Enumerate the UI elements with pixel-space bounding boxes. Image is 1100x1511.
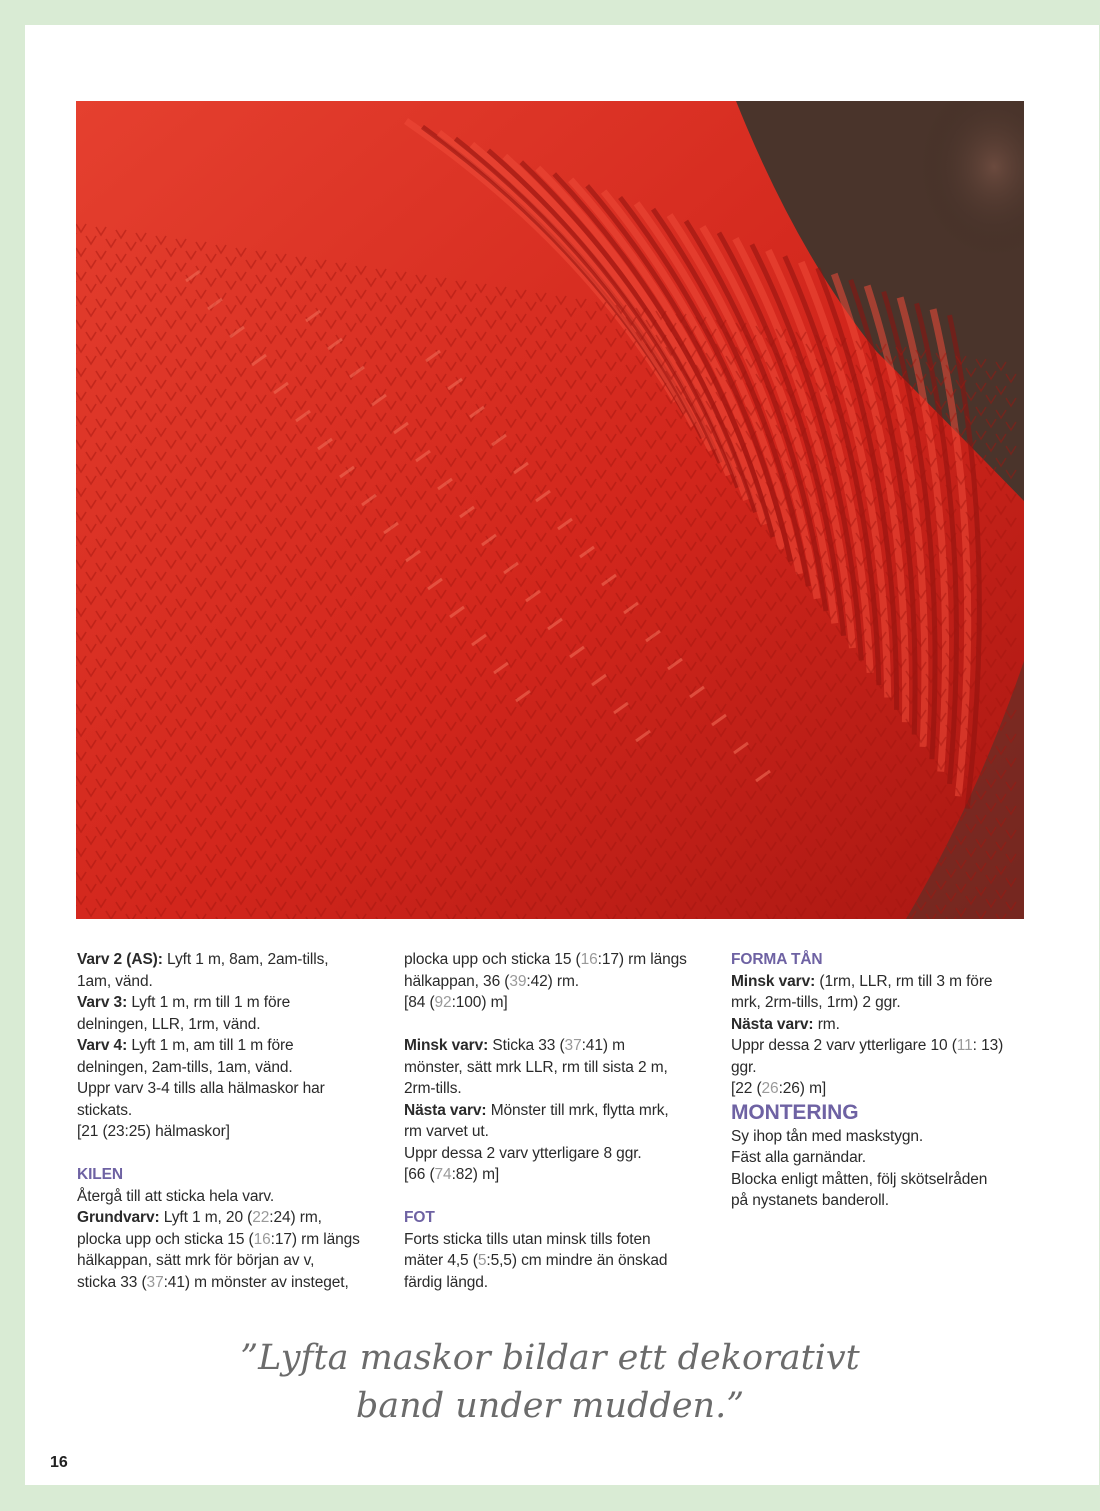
bold-label: Varv 3:: [77, 994, 128, 1011]
text: Sticka 33 (: [488, 1037, 565, 1054]
section-heading-kilen: KILEN: [77, 1166, 124, 1183]
size-value: 16: [253, 1230, 271, 1248]
bold-label: Grundvarv:: [77, 1209, 160, 1226]
size-value: 37: [564, 1037, 582, 1054]
text-line: Blocka enligt måtten, följ skötselråden: [731, 1170, 988, 1188]
text-line: hälkappan, sätt mrk för början av v,: [77, 1252, 315, 1269]
bold-label: Nästa varv:: [731, 1015, 814, 1033]
text: Lyft 1 m, 8am, 2am-tills,: [162, 951, 329, 968]
text-line: [404, 1035, 704, 1057]
text-line: [77, 1035, 377, 1057]
text-line: mönster, sätt mrk LLR, rm till sista 2 m,: [404, 1058, 668, 1076]
text-line: [77, 1229, 377, 1251]
size-value: 11: [956, 1037, 973, 1054]
size-value: 16: [580, 951, 598, 968]
text: :41) m: [581, 1037, 625, 1054]
text-line: [77, 949, 377, 971]
text-line: [77, 1207, 377, 1229]
size-value: 92: [434, 994, 452, 1011]
red-knitted-sock-heel-photo: [76, 101, 1024, 919]
knit-photo-drawing: [76, 101, 1024, 919]
size-value: 26: [761, 1080, 779, 1097]
text: :17) rm längs: [270, 1230, 360, 1248]
text-line: delningen, 2am-tills, 1am, vänd.: [77, 1058, 293, 1076]
text-line: Fäst alla garnändar.: [731, 1149, 867, 1166]
text-line: [731, 1035, 1031, 1057]
bold-label: Nästa varv:: [404, 1101, 487, 1119]
text: :41) m mönster av insteget,: [163, 1273, 349, 1291]
text: Lyft 1 m, rm till 1 m före: [127, 994, 291, 1011]
text: [84 (: [404, 994, 435, 1011]
text-line: [404, 971, 704, 993]
bold-label: Minsk varv:: [404, 1037, 489, 1054]
text-line: Sy ihop tån med maskstygn.: [731, 1127, 924, 1145]
pull-quote-line-1: ”Lyfta maskor bildar ett dekorativt: [240, 1338, 860, 1378]
bold-label: Minsk varv:: [731, 972, 816, 990]
size-value: 39: [509, 972, 527, 990]
section-heading-montering: MONTERING: [731, 1100, 859, 1124]
text-line: stickats.: [77, 1101, 133, 1119]
text-line: [404, 949, 704, 971]
text: Mönster till mrk, flytta mrk,: [486, 1101, 669, 1119]
size-value: 74: [434, 1166, 452, 1183]
text-line: [77, 992, 377, 1014]
text-line: [404, 1100, 704, 1122]
size-value: 22: [252, 1209, 270, 1226]
spacer: [404, 1186, 704, 1208]
bold-label: Varv 2 (AS):: [77, 951, 163, 968]
text: sticka 33 (: [77, 1273, 147, 1291]
text-line: färdig längd.: [404, 1273, 489, 1291]
text: :100) m]: [451, 994, 508, 1011]
bold-label: Varv 4:: [77, 1037, 128, 1054]
text: :24) rm,: [269, 1209, 322, 1226]
text: :5,5) cm mindre än önskad: [486, 1252, 668, 1269]
text: Uppr dessa 2 varv ytterligare 10 (: [731, 1037, 957, 1054]
text-line: Uppr dessa 2 varv ytterligare 8 ggr.: [404, 1144, 642, 1162]
text-line: [21 (23:25) hälmaskor]: [77, 1123, 230, 1140]
text: [66 (: [404, 1166, 435, 1183]
pull-quote: [150, 1334, 950, 1430]
text-line: Uppr varv 3-4 tills alla hälmaskor har: [77, 1080, 325, 1097]
size-value: 37: [146, 1273, 164, 1291]
text: Lyft 1 m, 20 (: [159, 1209, 253, 1226]
text: [22 (: [731, 1080, 762, 1097]
text-line: ggr.: [731, 1058, 757, 1076]
column-2: [404, 949, 704, 1293]
text-line: mrk, 2rm-tills, 1rm) 2 ggr.: [731, 994, 901, 1011]
text: :17) rm längs: [597, 951, 687, 968]
page-number: 16: [50, 1454, 68, 1471]
text-line: [404, 1164, 704, 1186]
text-line: på nystanets banderoll.: [731, 1192, 889, 1209]
text: :42) rm.: [526, 972, 580, 990]
text-line: [404, 992, 704, 1014]
text-line: [731, 971, 1031, 993]
text-line: rm varvet ut.: [404, 1123, 489, 1140]
text: (1rm, LLR, rm till 3 m före: [815, 972, 993, 990]
text: : 13): [972, 1037, 1004, 1054]
text-line: [77, 1272, 377, 1294]
size-value: 5: [477, 1252, 487, 1269]
text: rm.: [813, 1015, 840, 1033]
text: hälkappan, 36 (: [404, 972, 510, 990]
text-line: 1am, vänd.: [77, 972, 153, 990]
text-line: Återgå till att sticka hela varv.: [77, 1187, 275, 1205]
text: :26) m]: [778, 1080, 827, 1097]
text: Lyft 1 m, am till 1 m före: [127, 1037, 294, 1054]
text: plocka upp och sticka 15 (: [404, 951, 581, 968]
section-heading-fot: FOT: [404, 1209, 435, 1226]
text: :82) m]: [451, 1166, 500, 1183]
text-line: Forts sticka tills utan minsk tills foten: [404, 1230, 651, 1248]
spacer: [404, 1014, 704, 1036]
text-line: [731, 1078, 1031, 1100]
section-heading-forma-tan: FORMA TÅN: [731, 951, 823, 968]
spacer: [77, 1143, 377, 1165]
text: plocka upp och sticka 15 (: [77, 1230, 254, 1248]
text-line: delningen, LLR, 1rm, vänd.: [77, 1015, 261, 1033]
text-line: [404, 1250, 704, 1272]
pull-quote-line-2: band under mudden.”: [355, 1386, 745, 1426]
column-3: [731, 949, 1031, 1212]
text-line: 2rm-tills.: [404, 1080, 462, 1097]
text-line: [731, 1014, 1031, 1036]
column-1: [77, 949, 377, 1293]
text: mäter 4,5 (: [404, 1252, 478, 1269]
